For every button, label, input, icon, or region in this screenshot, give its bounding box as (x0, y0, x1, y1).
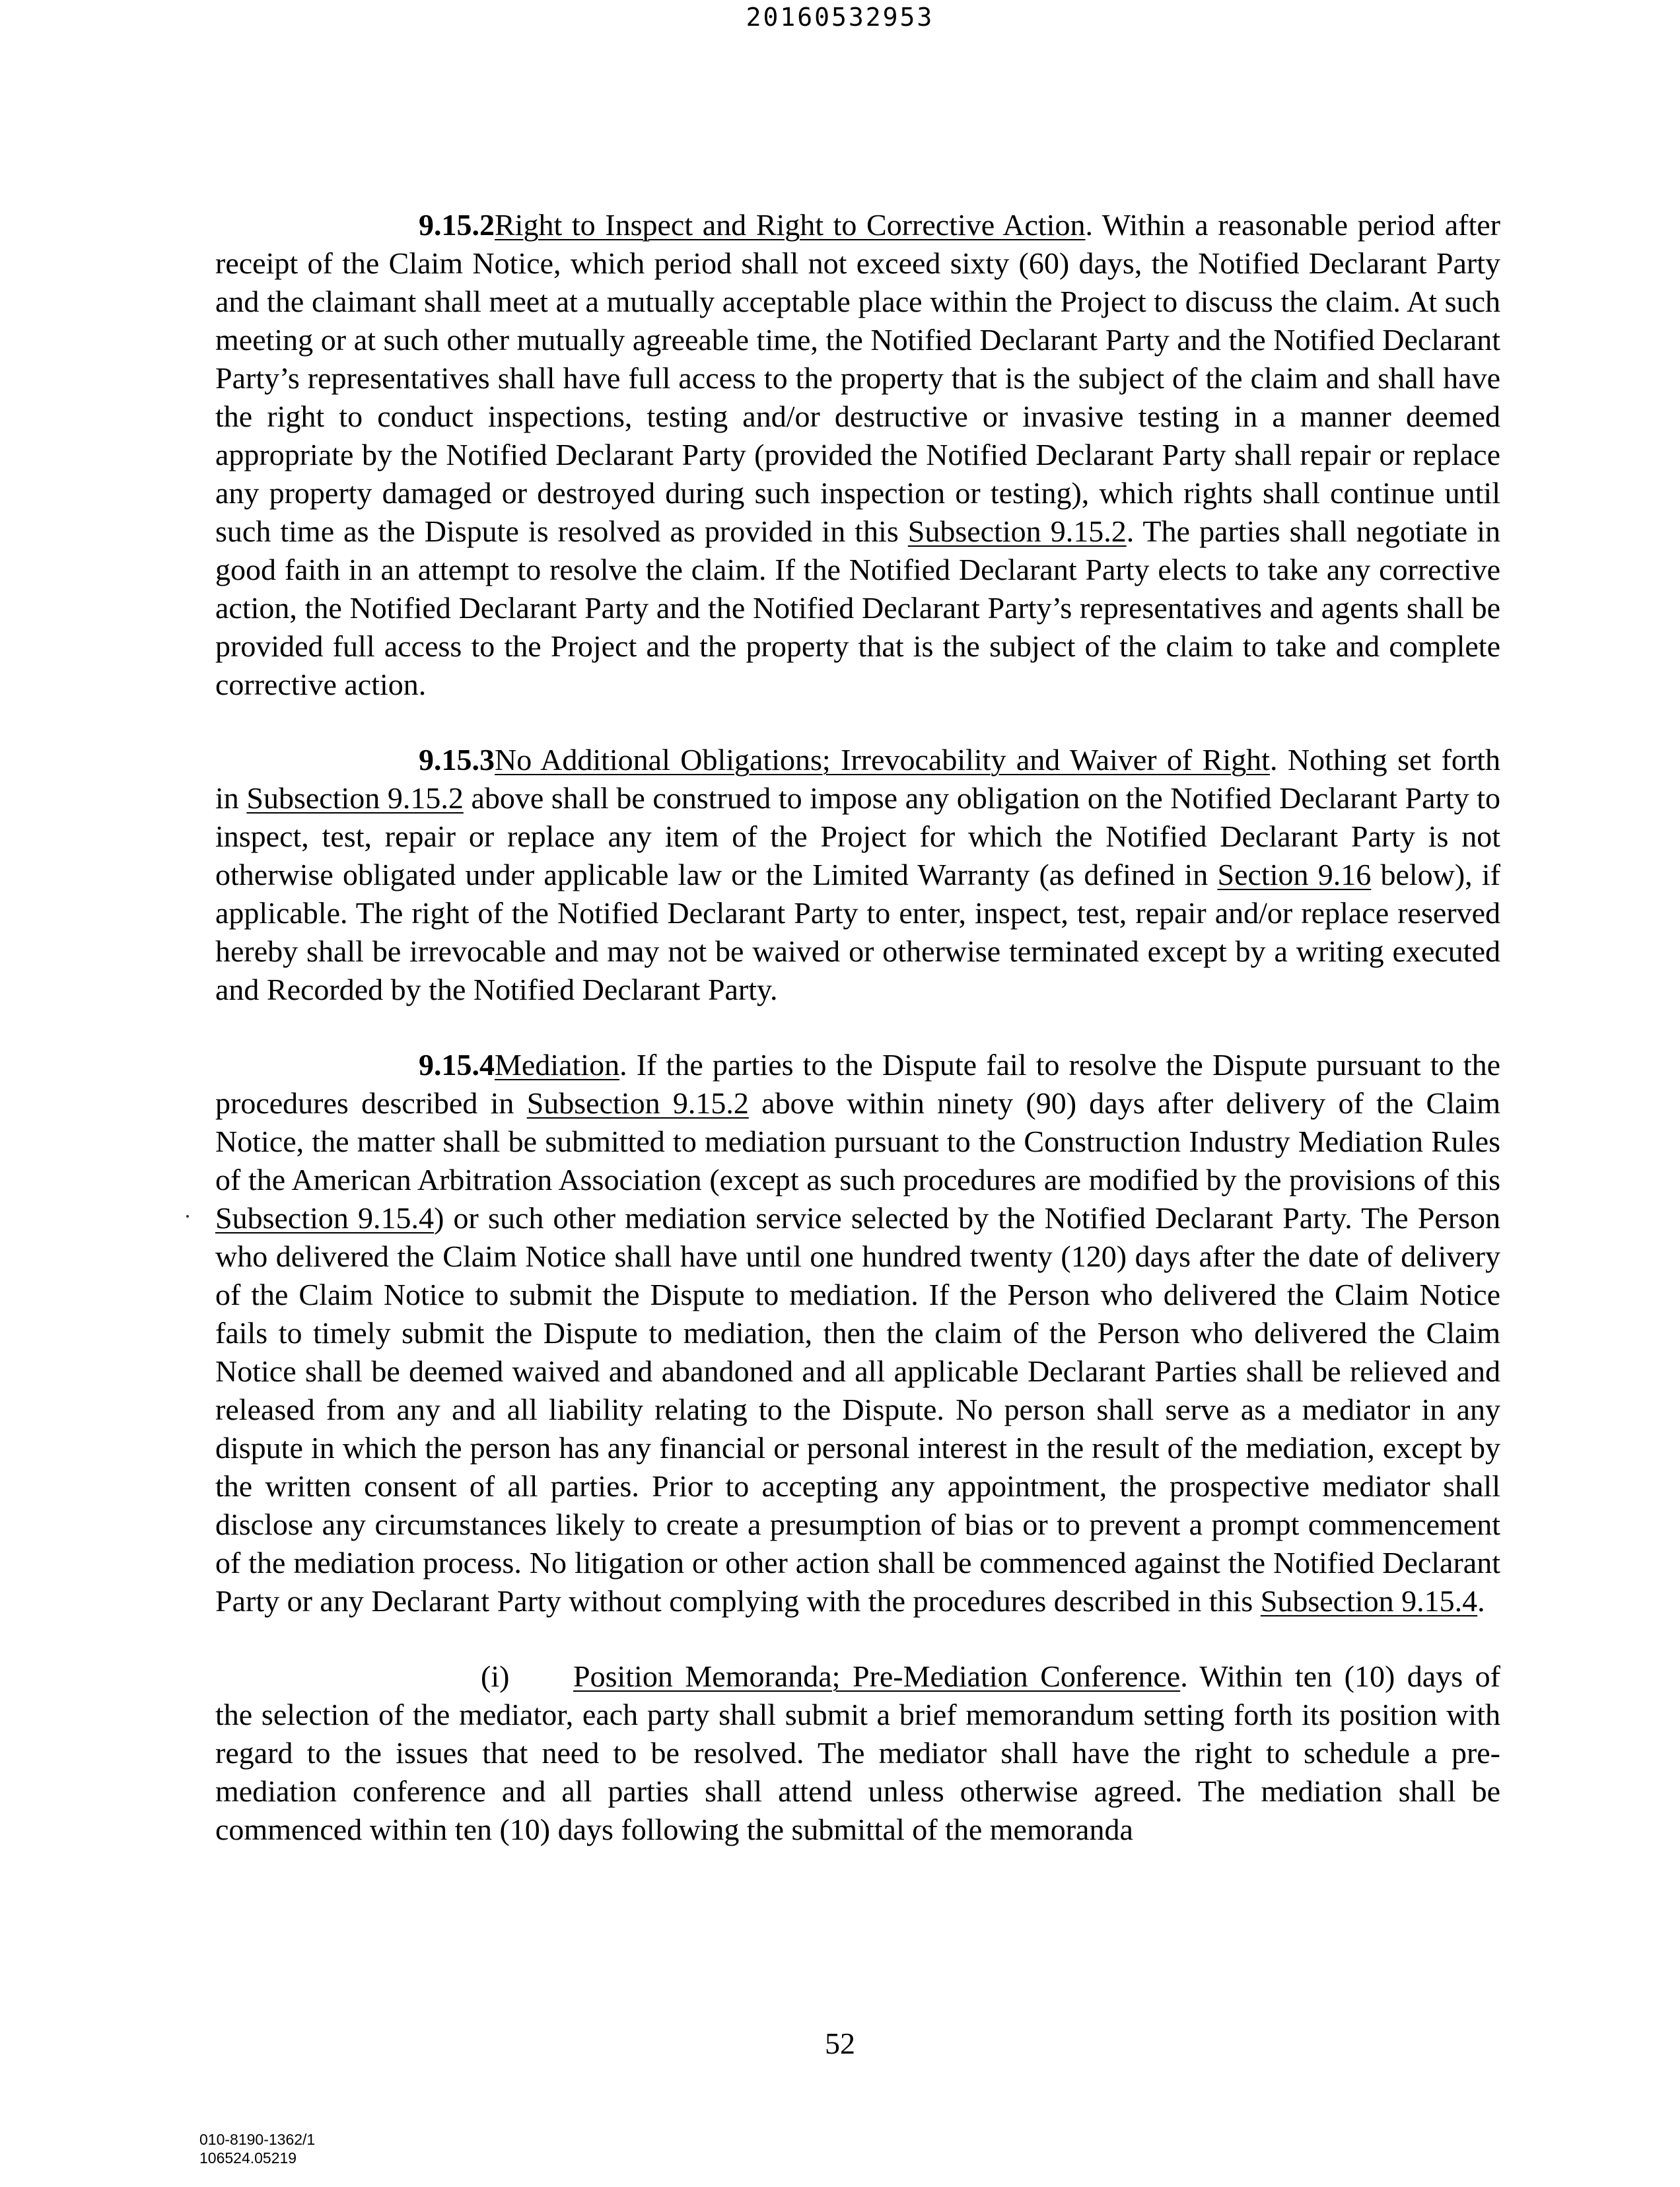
section-9-15-4 (215, 1046, 1500, 1620)
margin-mark (186, 1215, 189, 1218)
cross-reference: Subsection 9.15.2 (526, 1086, 749, 1120)
subsection-text: . Within ten (10) days of the selection of the mediator, each party shall submit a brief memorandum setting forth its position with regard to the issues that need to be resolved. The mediator shall have the right to schedule a pre-mediation conference and all parties shall attend unless otherwise agreed. The mediation shall be commenced within ten (10) days following the submittal of the memoranda (215, 1659, 1500, 1846)
footer-code: 010-8190-1362/1 (199, 2131, 316, 2148)
footer-codes (199, 2130, 315, 2167)
section-9-15-2 (215, 206, 1500, 704)
document-body (215, 206, 1500, 1849)
cross-reference: Subsection 9.15.4 (1260, 1584, 1478, 1618)
subsection-title: Position Memoranda; Pre-Mediation Conference (573, 1659, 1181, 1693)
section-number: 9.15.2 (419, 208, 495, 242)
section-text: above shall be construed to impose any obligation on the Notified Declarant Party to inspect, test, repair or replace any item of the Project for which the Notified Declarant Party is not otherwise obligated under applicable law or the Limited Warranty (as defined in (215, 781, 1500, 891)
section-number: 9.15.4 (419, 1048, 495, 1082)
cross-reference: Section 9.16 (1217, 858, 1372, 891)
section-title: Mediation (495, 1048, 620, 1082)
cross-reference: Subsection 9.15.4 (215, 1201, 435, 1235)
section-number: 9.15.3 (419, 743, 495, 777)
section-title: Right to Inspect and Right to Corrective Action (495, 208, 1086, 242)
section-text: below), if applicable. The right of the Notified Declarant Party to enter, inspect, test, repair and/or replace reserved hereby shall be irrevocable and may not be waived or otherwise terminated except by a writing executed and Recorded by the Notified Declarant Party. (215, 858, 1500, 1006)
section-text: . (1477, 1584, 1485, 1618)
section-text: ) or such other mediation service selected by the Notified Declarant Party. The Person who delivered the Claim Notice shall have until one hundred twenty (120) days after the date of delivery of the Claim Notice to submit the Dispute to mediation. If the Person who delivered the Claim Notice fails to timely submit the Dispute to mediation, then the claim of the Person who delivered the Claim Notice shall be deemed waived and abandoned and all applicable Declarant Parties shall be relieved and released from any and all liability relating to the Dispute. No person shall serve as a mediator in any dispute in which the person has any financial or personal interest in the result of the mediation, except by the written consent of all parties. Prior to accepting any appointment, the prospective mediator shall disclose any circumstances likely to create a presumption of bias or to prevent a prompt commencement of the mediation process. No litigation or other action shall be commenced against the Notified Declarant Party or any Declarant Party without complying with the procedures described in this (215, 1201, 1500, 1618)
document-number: 20160532953 (746, 3, 934, 32)
cross-reference: Subsection 9.15.2 (907, 514, 1127, 548)
section-text: . If the parties to the Dispute fail to resolve the Dispute pursuant to the procedures described in (215, 1048, 1500, 1120)
section-text: . Nothing set forth in (215, 743, 1501, 815)
cross-reference: Subsection 9.15.2 (246, 781, 464, 815)
section-9-15-3 (215, 741, 1500, 1009)
section-text: . Within a reasonable period after receipt of the Claim Notice, which period shall not exceed sixty (60) days, the Notified Declarant Party and the claimant shall meet at a mutually acceptable place within the Project to discuss the claim. At such meeting or at such other mutually agreeable time, the Notified Declarant Party and the Notified Declarant Party’s representatives shall have full access to the property that is the subject of the claim and shall have the right to conduct inspections, testing and/or destructive or invasive testing in a manner deemed appropriate by the Notified Declarant Party (provided the Notified Declarant Party shall repair or replace any property damaged or destroyed during such inspection or testing), which rights shall continue until such time as the Dispute is resolved as provided in this (215, 208, 1501, 548)
page-number: 52 (825, 2027, 855, 2060)
footer-code: 106524.05219 (199, 2149, 297, 2167)
section-text: . The parties shall negotiate in good faith in an attempt to resolve the claim. If the Notified Declarant Party elects to take any corrective action, the Notified Declarant Party and the Notified Declarant Party’s representatives and agents shall be provided full access to the Project and the property that is the subject of the claim to take and complete corrective action. (215, 514, 1500, 701)
section-text: above within ninety (90) days after delivery of the Claim Notice, the matter shall be submitted to mediation pursuant to the Construction Industry Mediation Rules of the American Arbitration Association (except as such procedures are modified by the provisions of this (215, 1086, 1500, 1197)
subsection-number: (i) (481, 1659, 510, 1693)
subsection-i (215, 1657, 1500, 1849)
section-title: No Additional Obligations; Irrevocability and Waiver of Right (495, 743, 1270, 777)
